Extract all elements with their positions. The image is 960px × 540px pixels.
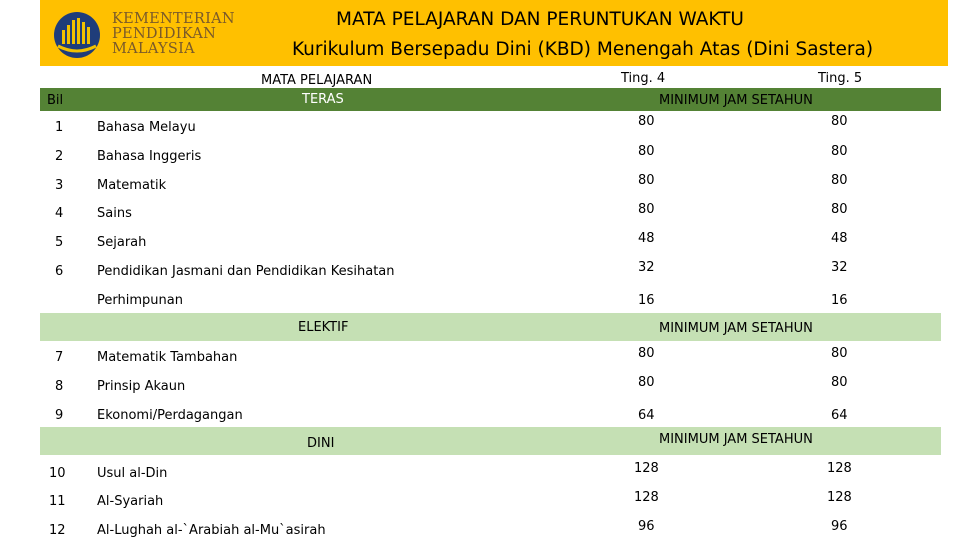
row-number: 11	[49, 494, 66, 509]
hours-level-4: 32	[638, 260, 655, 275]
page-title: MATA PELAJARAN DAN PERUNTUKAN WAKTU	[336, 9, 744, 30]
dini-section-label: DINI	[307, 436, 335, 451]
logo-text-line-2: PENDIDIKAN	[112, 26, 217, 42]
subject-name: Ekonomi/Perdagangan	[97, 408, 243, 423]
ministry-logo	[52, 10, 252, 60]
level-4-header: Ting. 4	[621, 71, 666, 86]
hours-level-5: 96	[831, 519, 848, 534]
subject-name: Al-Syariah	[97, 494, 164, 509]
level-5-header: Ting. 5	[818, 71, 863, 86]
subject-name: Pendidikan Jasmani dan Pendidikan Kesihatan	[97, 264, 395, 279]
min-hours-header: MINIMUM JAM SETAHUN	[659, 93, 813, 108]
row-number: 6	[55, 264, 64, 279]
dini-min-hours-header: MINIMUM JAM SETAHUN	[659, 432, 813, 447]
subject-name: Matematik	[97, 178, 167, 193]
ministry-emblem-icon	[52, 10, 108, 60]
hours-level-5: 80	[831, 114, 848, 129]
hours-level-5: 80	[831, 202, 848, 217]
elektif-section-label: ELEKTIF	[298, 320, 349, 335]
hours-level-4: 80	[638, 375, 655, 390]
hours-level-5: 80	[831, 144, 848, 159]
subject-column-header: MATA PELAJARAN	[261, 73, 373, 88]
subject-name: Matematik Tambahan	[97, 350, 238, 365]
subject-name: Sains	[97, 206, 132, 221]
row-number: 9	[55, 408, 64, 423]
row-number: 12	[49, 523, 66, 538]
subject-name: Perhimpunan	[97, 293, 183, 308]
row-number: 1	[55, 120, 64, 135]
logo-text-line-1: KEMENTERIAN	[112, 11, 235, 27]
elektif-min-hours-header: MINIMUM JAM SETAHUN	[659, 321, 813, 336]
hours-level-4: 80	[638, 114, 655, 129]
hours-level-5: 80	[831, 346, 848, 361]
hours-level-4: 80	[638, 144, 655, 159]
hours-level-4: 80	[638, 346, 655, 361]
subject-name: Usul al-Din	[97, 466, 168, 481]
subject-name: Prinsip Akaun	[97, 379, 186, 394]
logo-text-line-3: MALAYSIA	[112, 41, 195, 57]
hours-level-5: 48	[831, 231, 848, 246]
hours-level-4: 16	[638, 293, 655, 308]
hours-level-5: 128	[827, 490, 852, 505]
hours-level-5: 128	[827, 461, 852, 476]
subject-name: Bahasa Melayu	[97, 120, 196, 135]
hours-level-4: 48	[638, 231, 655, 246]
subject-name: Al-Lughah al-`Arabiah al-Mu`asirah	[97, 523, 326, 538]
teras-section-label: TERAS	[302, 92, 344, 107]
row-number: 3	[55, 178, 64, 193]
hours-level-4: 128	[634, 461, 659, 476]
row-number: 7	[55, 350, 64, 365]
bil-column-header: Bil	[47, 93, 64, 108]
hours-level-5: 80	[831, 173, 848, 188]
page-subtitle: Kurikulum Bersepadu Dini (KBD) Menengah Atas (Dini Sastera)	[291, 39, 874, 60]
hours-level-4: 80	[638, 173, 655, 188]
row-number: 10	[49, 466, 66, 481]
hours-level-5: 32	[831, 260, 848, 275]
hours-level-5: 64	[831, 408, 848, 423]
hours-level-4: 80	[638, 202, 655, 217]
hours-level-5: 16	[831, 293, 848, 308]
hours-level-4: 128	[634, 490, 659, 505]
subject-name: Bahasa Inggeris	[97, 149, 202, 164]
row-number: 4	[55, 206, 64, 221]
row-number: 8	[55, 379, 64, 394]
hours-level-5: 80	[831, 375, 848, 390]
hours-level-4: 96	[638, 519, 655, 534]
subject-name: Sejarah	[97, 235, 147, 250]
hours-level-4: 64	[638, 408, 655, 423]
row-number: 2	[55, 149, 64, 164]
row-number: 5	[55, 235, 64, 250]
